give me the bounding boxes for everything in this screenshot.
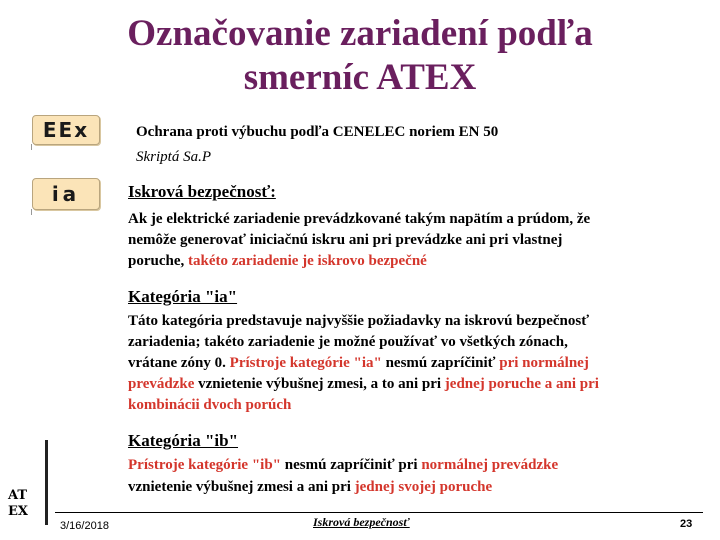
section3-line-2a: vznietenie výbušnej zmesi a ani pri: [128, 479, 355, 495]
atex-logo-line-1: AT: [8, 488, 28, 503]
section2-line-3b: Prístroje kategórie "ia": [229, 355, 382, 371]
section1-line-2: nemôže generovať iniciačnú iskru ani pri prevádzke ani pri vlastnej: [128, 232, 563, 248]
section2-line-3d: pri normálnej: [499, 355, 589, 371]
section-heading-iskrova: Iskrová bezpečnosť:: [128, 182, 276, 201]
section3-line-2: [128, 477, 492, 497]
footer-vertical-bar: [45, 440, 48, 525]
section3-line-1c: normálnej prevádzke: [421, 457, 559, 473]
section3-line-2b: jednej svojej poruche: [354, 479, 493, 495]
eex-badge-icon: EEx: [32, 115, 100, 145]
section1-line-1: Ak je elektrické zariadenie prevádzkované takým napätím a prúdom, že: [128, 211, 591, 227]
section1-line-3: [128, 251, 427, 271]
footer-date: 3/16/2018: [60, 520, 109, 532]
section1-line-3a: poruche,: [128, 253, 188, 269]
section2-line-4a: prevádzke: [128, 376, 195, 392]
section2-line-3: [128, 353, 589, 373]
page-title: [0, 12, 720, 100]
section2-line-3c: nesmú zapríčiniť: [381, 355, 500, 371]
page-number: 23: [680, 518, 693, 530]
section2-line-3a: vrátane zóny 0.: [128, 355, 230, 371]
atex-logo: [8, 488, 28, 520]
atex-logo-line-2: EX: [8, 504, 28, 519]
intro-line-1: Ochrana proti výbuchu podľa CENELEC noriem EN 50: [136, 124, 499, 140]
section2-line-1: Táto kategória predstavuje najvyššie požiadavky na iskrovú bezpečnosť: [128, 313, 590, 329]
section2-line-4b: vznietenie výbušnej zmesi, a to ani pri: [194, 376, 445, 392]
section3-line-1: [128, 455, 558, 475]
title-line-1: Označovanie zariadení podľa: [127, 13, 593, 54]
footer-divider: [55, 512, 703, 513]
section3-line-1b: nesmú zapríčiniť pri: [281, 457, 422, 473]
section3-line-1a: Prístroje kategórie "ib": [128, 457, 282, 473]
section2-line-4c: jednej poruche a ani pri: [444, 376, 599, 392]
section2-line-4: [128, 374, 599, 394]
section-heading-ib: Kategória "ib": [128, 431, 239, 450]
title-line-2: smerníc ATEX: [243, 57, 477, 98]
footer-title: Iskrová bezpečnosť: [313, 515, 410, 529]
section2-line-5: kombinácii dvoch porúch: [128, 397, 292, 413]
intro-line-2: Skriptá Sa.P: [136, 149, 211, 165]
section-heading-ia: Kategória "ia": [128, 287, 238, 306]
section1-line-3b: takéto zariadenie je iskrovo bezpečné: [188, 253, 427, 269]
ia-badge-icon: ia: [32, 178, 100, 210]
section2-line-2: zariadenia; takéto zariadenie je možné používať vo všetkých zónach,: [128, 334, 568, 350]
